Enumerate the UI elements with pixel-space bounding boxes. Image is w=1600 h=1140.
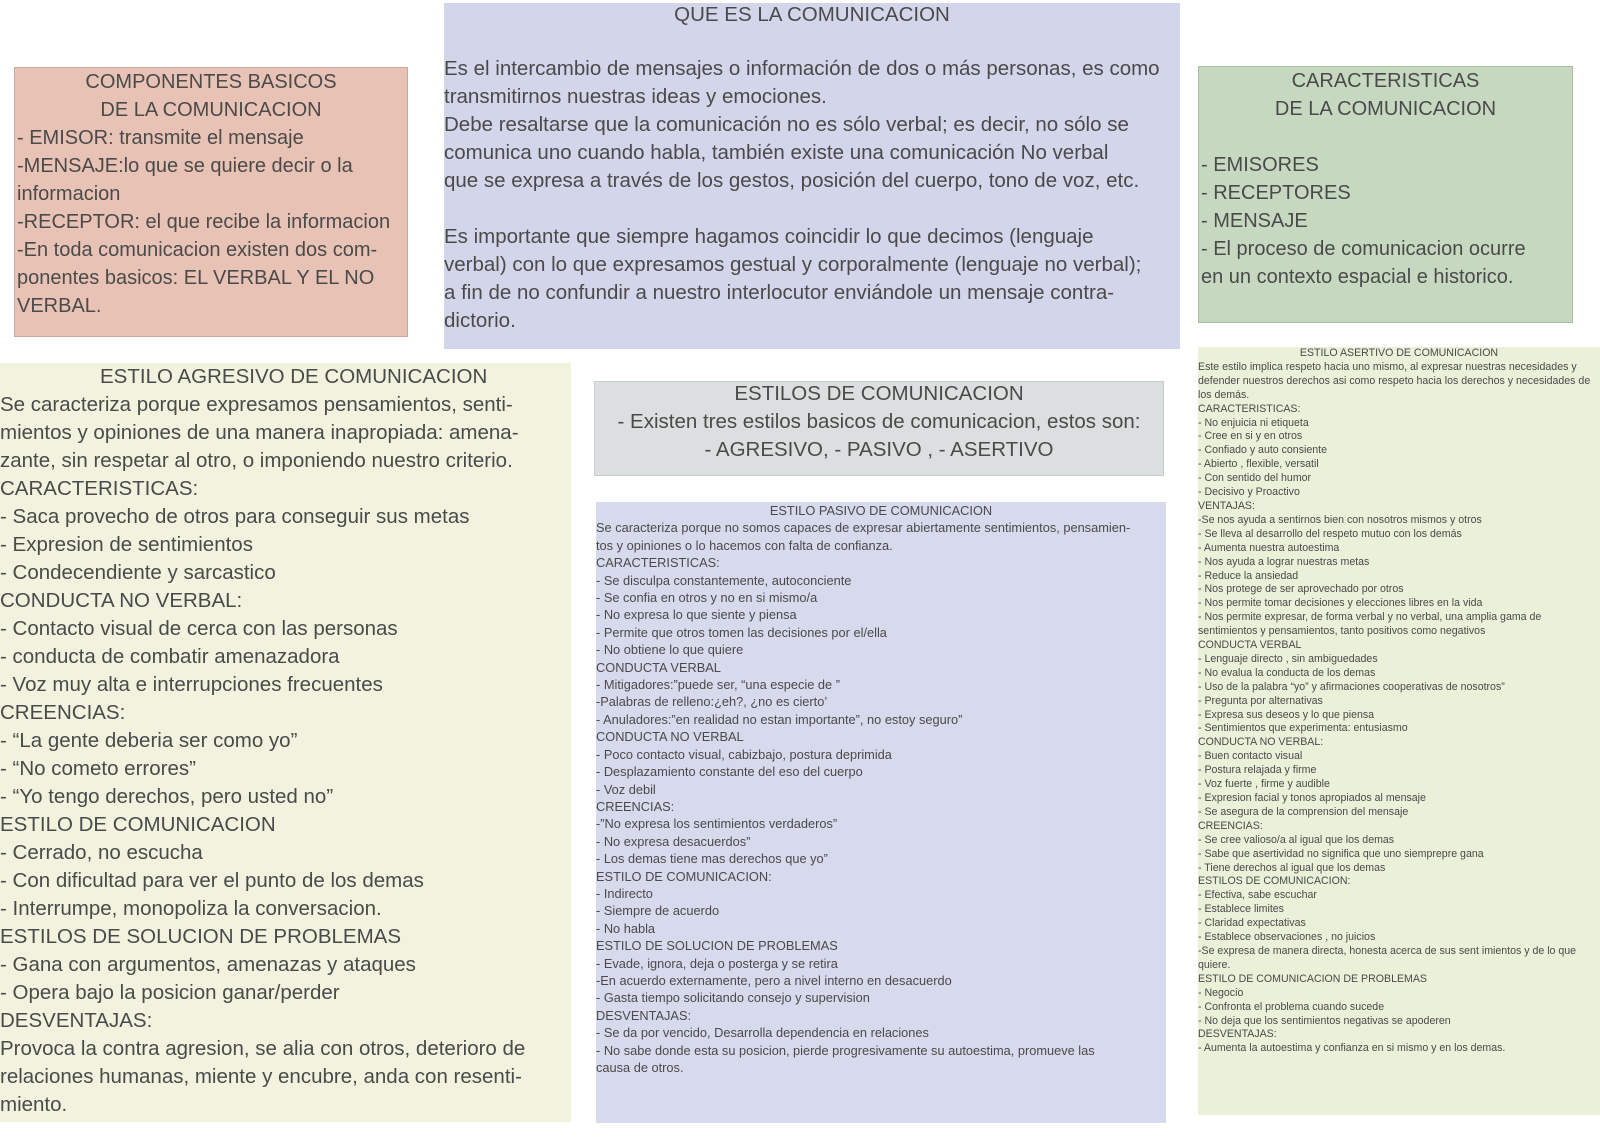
agresivo-line: DESVENTAJAS: (0, 1009, 153, 1032)
pasivo-line: - Desplazamiento constante del eso del cuerpo (596, 764, 863, 780)
pasivo-line: tos y opiniones o lo hacemos con falta de confianza. (596, 537, 893, 553)
agresivo-line: Provoca la contra agresion, se alia con otros, deterioro de (0, 1037, 526, 1060)
que-es-line: a fin de no confundir a nuestro interlocutor enviándole un mensaje contra- (444, 281, 1115, 304)
pasivo-line: CONDUCTA NO VERBAL (596, 729, 744, 745)
asertivo-line: CARACTERISTICAS: (1198, 402, 1301, 415)
que-es-line: Es el intercambio de mensajes o información de dos o más personas, es como (444, 57, 1160, 80)
agresivo-title: ESTILO AGRESIVO DE COMUNICACION (100, 365, 488, 388)
caracteristicas-line: - MENSAJE (1201, 210, 1308, 232)
asertivo-line: - Confronta el problema cuando sucede (1198, 1000, 1385, 1013)
asertivo-line: - Se asegura de la comprension del mensaje (1198, 805, 1409, 818)
agresivo-line: relaciones humanas, miente y encubre, anda con resenti- (0, 1065, 522, 1088)
caracteristicas-line: en un contexto espacial e historico. (1201, 266, 1514, 288)
componentes-panel (14, 67, 408, 337)
pasivo-line: - Se disculpa constantemente, autoconciente (596, 572, 852, 588)
pasivo-line: - Siempre de acuerdo (596, 903, 720, 919)
asertivo-line: - Cree en si y en otros (1198, 430, 1303, 443)
pasivo-line: - Los demas tiene mas derechos que yo” (596, 851, 828, 867)
asertivo-line: VENTAJAS: (1198, 499, 1255, 512)
pasivo-line: - Gasta tiempo solicitando consejo y supervision (596, 990, 870, 1006)
componentes-line: informacion (17, 183, 121, 205)
agresivo-line: ESTILOS DE SOLUCION DE PROBLEMAS (0, 925, 401, 948)
pasivo-line: - Permite que otros tomen las decisiones por el/ella (596, 624, 887, 640)
asertivo-line: - Aumenta la autoestima y confianza en si mismo y en los demas. (1198, 1042, 1506, 1055)
asertivo-line: - Nos ayuda a lograr nuestras metas (1198, 555, 1370, 568)
asertivo-line: - Claridad expectativas (1198, 917, 1306, 930)
pasivo-line: - Mitigadores:”puede ser, “una especie de ” (596, 677, 840, 693)
asertivo-panel (1198, 347, 1600, 1115)
agresivo-lines (0, 391, 571, 1119)
asertivo-line: los demás. (1198, 388, 1250, 401)
asertivo-line: - Voz fuerte , firme y audible (1198, 778, 1330, 791)
asertivo-line: - Se cree valioso/a al igual que los demas (1198, 833, 1395, 846)
caracteristicas-title-1: CARACTERISTICAS (1291, 70, 1480, 92)
agresivo-line: - Cerrado, no escucha (0, 841, 203, 864)
que-es-line: comunica uno cuando habla, también existe una comunicación No verbal (444, 141, 1109, 164)
pasivo-line: CARACTERISTICAS: (596, 555, 720, 571)
estilos-title: ESTILOS DE COMUNICACION (734, 382, 1024, 405)
pasivo-line: - Anuladores:”en realidad no estan importante”, no estoy seguro” (596, 711, 963, 727)
asertivo-line: - Buen contacto visual (1198, 750, 1303, 763)
pasivo-line: - Voz debil (596, 781, 656, 797)
pasivo-panel (596, 502, 1166, 1123)
asertivo-line: - Con sentido del humor (1198, 472, 1312, 485)
agresivo-line: CONDUCTA NO VERBAL: (0, 589, 243, 612)
agresivo-line: CARACTERISTICAS: (0, 477, 199, 500)
asertivo-line: DESVENTAJAS: (1198, 1028, 1277, 1041)
pasivo-line: - No expresa lo que siente y piensa (596, 607, 797, 623)
pasivo-lines (596, 519, 1166, 1076)
que-es-line: dictorio. (444, 309, 516, 332)
asertivo-line: - Decisivo y Proactivo (1198, 486, 1300, 499)
agresivo-line: Se caracteriza porque expresamos pensamientos, senti- (0, 393, 513, 416)
agresivo-line: - Expresion de sentimientos (0, 533, 253, 556)
componentes-title-1: COMPONENTES BASICOS (85, 71, 337, 93)
pasivo-line: - Evade, ignora, deja o posterga y se retira (596, 955, 838, 971)
asertivo-line: -Se expresa de manera directa, honesta acerca de sus sent imientos y de lo que (1198, 944, 1577, 957)
componentes-line: -RECEPTOR: el que recibe la informacion (17, 211, 391, 233)
asertivo-line: - No enjuicia ni etiqueta (1198, 416, 1309, 429)
que-es-panel (444, 3, 1180, 349)
pasivo-line: - No expresa desacuerdos” (596, 833, 751, 849)
componentes-line: -En toda comunicacion existen dos com- (17, 239, 378, 261)
agresivo-line: - Gana con argumentos, amenazas y ataques (0, 953, 416, 976)
agresivo-line: ESTILO DE COMUNICACION (0, 813, 276, 836)
asertivo-line: - Se lleva al desarrollo del respeto mutuo con los demás (1198, 527, 1462, 540)
asertivo-line: - Expresa sus deseos y lo que piensa (1198, 708, 1375, 721)
que-es-line: transmitirnos nuestras ideas y emociones. (444, 85, 827, 108)
estilos-panel (594, 381, 1164, 476)
pasivo-line: - Se confia en otros y no en si mismo/a (596, 590, 818, 606)
asertivo-line: - Negocio (1198, 986, 1244, 999)
asertivo-line: - Establece limites (1198, 903, 1284, 916)
agresivo-line: mientos y opiniones de una manera inapropiada: amena- (0, 421, 519, 444)
asertivo-line: - Confiado y auto consiente (1198, 444, 1327, 457)
caracteristicas-line: - RECEPTORES (1201, 182, 1351, 204)
asertivo-line: - Postura relajada y firme (1198, 764, 1317, 777)
asertivo-title: ESTILO ASERTIVO DE COMUNICACION (1299, 347, 1499, 359)
pasivo-title: ESTILO PASIVO DE COMUNICACION (769, 503, 993, 518)
asertivo-line: - Expresion facial y tonos apropiados al mensaje (1198, 792, 1426, 804)
agresivo-line: - Con dificultad para ver el punto de los demas (0, 869, 424, 892)
asertivo-line: quiere. (1198, 958, 1231, 971)
pasivo-line: -En acuerdo externamente, pero a nivel interno en desacuerdo (596, 972, 952, 988)
que-es-line: que se expresa a través de los gestos, posición del cuerpo, tono de voz, etc. (444, 169, 1140, 192)
asertivo-line: -Se nos ayuda a sentirnos bien con nosotros mismos y otros (1198, 513, 1482, 526)
pasivo-line: -Palabras de relleno:¿eh?, ¿no es cierto’ (596, 694, 828, 710)
pasivo-line: - Se da por vencido, Desarrolla dependencia en relaciones (596, 1025, 929, 1041)
asertivo-line: - Nos protege de ser aprovechado por otros (1198, 583, 1404, 596)
pasivo-line: DESVENTAJAS: (596, 1007, 692, 1023)
agresivo-line: - Interrumpe, monopoliza la conversacion. (0, 897, 382, 920)
agresivo-panel (0, 363, 571, 1122)
asertivo-line: - Efectiva, sabe escuchar (1198, 889, 1317, 902)
agresivo-line: - Voz muy alta e interrupciones frecuentes (0, 673, 383, 696)
asertivo-line: ESTILOS DE COMUNICACION: (1198, 875, 1351, 888)
agresivo-line: CREENCIAS: (0, 701, 126, 724)
pasivo-line: CONDUCTA VERBAL (596, 659, 721, 675)
asertivo-line: CREENCIAS: (1198, 819, 1263, 832)
asertivo-line: - No evalua la conducta de los demas (1198, 666, 1376, 679)
caracteristicas-line: - El proceso de comunicacion ocurre (1201, 238, 1526, 260)
componentes-title-2: DE LA COMUNICACION (100, 99, 322, 121)
asertivo-line: - Pregunta por alternativas (1198, 694, 1323, 707)
caracteristicas-panel (1198, 66, 1573, 323)
asertivo-line: - Nos permite tomar decisiones y elecciones libres en la vida (1198, 597, 1483, 610)
agresivo-line: - Saca provecho de otros para conseguir sus metas (0, 505, 470, 528)
que-es-line: verbal) con lo que expresamos gestual y corporalmente (lenguaje no verbal); (444, 253, 1142, 276)
pasivo-line: ESTILO DE SOLUCION DE PROBLEMAS (596, 938, 838, 954)
pasivo-line: ESTILO DE COMUNICACION: (596, 868, 772, 884)
agresivo-line: - Contacto visual de cerca con las personas (0, 617, 398, 640)
pasivo-line: causa de otros. (596, 1060, 684, 1075)
componentes-line: VERBAL. (17, 295, 102, 317)
que-es-line: Debe resaltarse que la comunicación no es sólo verbal; es decir, no sólo se (444, 113, 1129, 136)
asertivo-line: - Establece observaciones , no juicios (1198, 931, 1376, 944)
asertivo-line: - Lenguaje directo , sin ambiguedades (1198, 652, 1378, 665)
asertivo-line: - Sabe que asertividad no significa que uno siemprepre gana (1198, 847, 1484, 860)
asertivo-line: - Nos permite expresar, de forma verbal y no verbal, una amplia gama de (1198, 611, 1542, 624)
asertivo-line: - Reduce la ansiedad (1198, 569, 1299, 582)
pasivo-line: -”No expresa los sentimientos verdaderos” (596, 816, 838, 832)
asertivo-line: - Abierto , flexible, versatil (1198, 458, 1319, 471)
agresivo-line: - Opera bajo la posicion ganar/perder (0, 981, 340, 1004)
asertivo-line: sentimientos y pensamientos, tanto positivos como negativos (1198, 625, 1486, 638)
asertivo-line: Este estilo implica respeto hacia uno mismo, al expresar nuestras necesidades y (1198, 360, 1577, 373)
agresivo-line: miento. (0, 1093, 68, 1116)
pasivo-line: - No sabe donde esta su posicion, pierde progresivamente su autoestima, promueve las (596, 1042, 1095, 1058)
agresivo-line: - “La gente deberia ser como yo” (0, 729, 298, 752)
asertivo-line: - Uso de la palabra “yo” y afirmaciones cooperativas de nosotros” (1198, 680, 1505, 693)
componentes-line: - EMISOR: transmite el mensaje (17, 127, 304, 149)
agresivo-line: - “No cometo errores” (0, 757, 196, 780)
que-es-title: QUE ES LA COMUNICACION (674, 3, 950, 26)
asertivo-line: CONDUCTA VERBAL (1198, 639, 1302, 652)
pasivo-line: - No obtiene lo que quiere (596, 642, 744, 658)
pasivo-line: - Poco contacto visual, cabizbajo, postura deprimida (596, 746, 892, 762)
pasivo-line: - No habla (596, 920, 656, 936)
pasivo-line: CREENCIAS: (596, 798, 675, 814)
agresivo-line: - conducta de combatir amenazadora (0, 645, 340, 668)
asertivo-line: CONDUCTA NO VERBAL: (1198, 736, 1324, 749)
asertivo-line: - Aumenta nuestra autoestima (1198, 541, 1340, 554)
pasivo-line: - Indirecto (596, 885, 653, 901)
agresivo-line: zante, sin respetar al otro, o imponiendo nuestro criterio. (0, 449, 513, 472)
caracteristicas-line: - EMISORES (1201, 154, 1319, 176)
caracteristicas-title-2: DE LA COMUNICACION (1274, 98, 1497, 120)
asertivo-line: - Sentimientos que experimenta: entusiasmo (1198, 722, 1408, 735)
pasivo-line: Se caracteriza porque no somos capaces de expresar abiertamente sentimientos, pensamien- (596, 520, 1131, 536)
asertivo-line: defender nuestros derechos asi como respeto hacia los derechos y necesidades de (1198, 374, 1591, 387)
agresivo-line: - “Yo tengo derechos, pero usted no” (0, 785, 334, 808)
asertivo-line: - No deja que los sentimientos negativas se apoderen (1198, 1014, 1451, 1027)
asertivo-lines (1198, 361, 1600, 1056)
que-es-line: Es importante que siempre hagamos coincidir lo que decimos (lenguaje (444, 225, 1094, 248)
agresivo-line: - Condecendiente y sarcastico (0, 561, 276, 584)
asertivo-line: ESTILO DE COMUNICACION DE PROBLEMAS (1198, 972, 1427, 985)
estilos-line-1: - Existen tres estilos basicos de comunicacion, estos son: (617, 410, 1141, 433)
componentes-line: ponentes basicos: EL VERBAL Y EL NO (17, 267, 375, 289)
estilos-line-2: - AGRESIVO, - PASIVO , - ASERTIVO (704, 438, 1054, 461)
componentes-line: -MENSAJE:lo que se quiere decir o la (17, 155, 353, 177)
asertivo-line: - Tiene derechos al igual que los demas (1198, 861, 1386, 874)
